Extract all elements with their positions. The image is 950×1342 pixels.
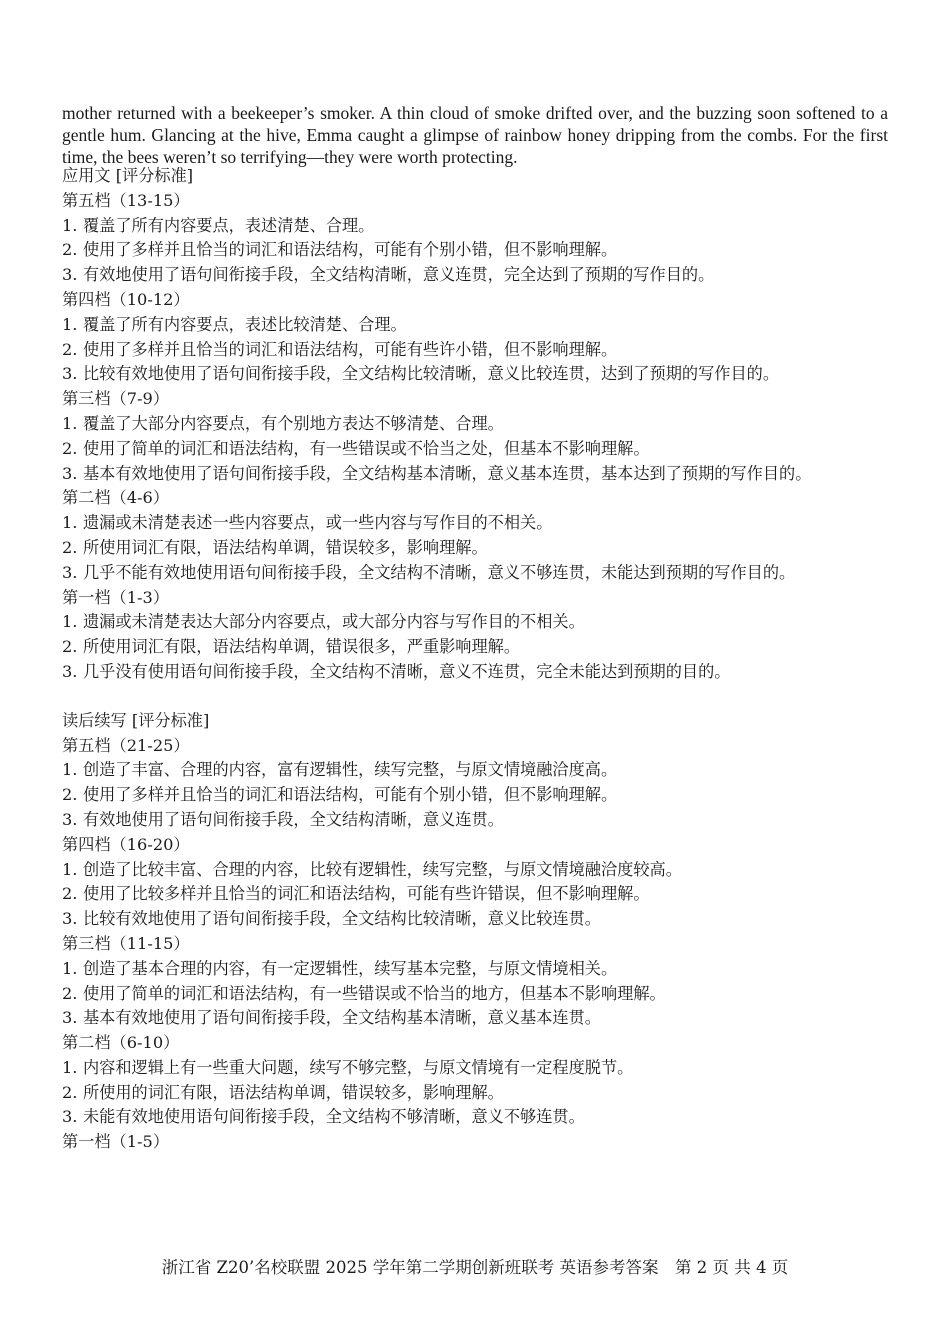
band-label: 第五档（21-25） xyxy=(62,735,190,755)
item-number: 3. xyxy=(62,463,78,483)
item-number: 1. xyxy=(62,859,78,879)
band-label: 第五档（13-15） xyxy=(62,190,190,210)
item-number: 2. xyxy=(62,537,78,557)
item-text: 创造了基本合理的内容，有一定逻辑性，续写基本完整，与原文情境相关。 xyxy=(83,958,618,978)
item-text: 遗漏或未清楚表达大部分内容要点，或大部分内容与写作目的不相关。 xyxy=(83,612,585,632)
item-text: 所使用的词汇有限，语法结构单调，错误较多，影响理解。 xyxy=(83,1082,504,1102)
item-text: 比较有效地使用了语句间衔接手段，全文结构比较清晰，意义比较连贯，达到了预期的写作目的。 xyxy=(83,364,780,384)
item-text: 覆盖了所有内容要点，表述清楚、合理。 xyxy=(83,215,375,235)
band-label: 第一档（1-3） xyxy=(62,587,170,607)
band-label: 第一档（1-5） xyxy=(62,1132,170,1152)
criteria-item xyxy=(62,808,892,833)
item-text: 遗漏或未清楚表述一些内容要点，或一些内容与写作目的不相关。 xyxy=(83,513,553,533)
criteria-item xyxy=(62,783,892,808)
page-footer: 浙江省 Z20’名校联盟 2025 学年第二学期创新班联考 英语参考答案 第 2 页 共 4 页 xyxy=(161,1258,789,1277)
criteria-item xyxy=(62,263,892,288)
criteria-item xyxy=(62,561,892,586)
item-number: 3. xyxy=(62,562,78,582)
item-text: 几乎没有使用语句间衔接手段，全文结构不清晰，意义不连贯，完全未能达到预期的目的。 xyxy=(83,661,731,681)
criteria-item xyxy=(62,1081,892,1106)
criteria-item xyxy=(62,412,892,437)
item-number: 2. xyxy=(62,339,78,359)
item-number: 3. xyxy=(62,265,78,285)
item-number: 1. xyxy=(62,215,78,235)
item-text: 覆盖了所有内容要点，表述比较清楚、合理。 xyxy=(83,314,407,334)
item-number: 2. xyxy=(62,637,78,657)
item-number: 1. xyxy=(62,612,78,632)
criteria-item xyxy=(62,338,892,363)
criteria-item xyxy=(62,957,892,982)
item-number: 3. xyxy=(62,661,78,681)
criteria-item xyxy=(62,907,892,932)
item-text: 有效地使用了语句间衔接手段，全文结构清晰，意义连贯。 xyxy=(83,809,504,829)
item-number: 1. xyxy=(62,314,78,334)
criteria-item xyxy=(62,437,892,462)
item-text: 使用了比较多样并且恰当的词汇和语法结构，可能有些许错误，但不影响理解。 xyxy=(83,884,650,904)
item-text: 比较有效地使用了语句间衔接手段，全文结构比较清晰，意义比较连贯。 xyxy=(83,909,601,929)
item-number: 2. xyxy=(62,438,78,458)
item-number: 1. xyxy=(62,513,78,533)
criteria-item xyxy=(62,660,892,685)
criteria-item xyxy=(62,511,892,536)
item-text: 使用了多样并且恰当的词汇和语法结构，可能有些许小错，但不影响理解。 xyxy=(83,339,618,359)
item-number: 3. xyxy=(62,909,78,929)
item-number: 1. xyxy=(62,760,78,780)
band-label: 第三档（11-15） xyxy=(62,933,190,953)
section-title: 应用文 [评分标准] xyxy=(62,166,194,185)
criteria-item xyxy=(62,462,892,487)
criteria-item xyxy=(62,635,892,660)
item-number: 3. xyxy=(62,364,78,384)
item-number: 2. xyxy=(62,785,78,805)
item-text: 几乎不能有效地使用语句间衔接手段，全文结构不清晰，意义不够连贯，未能达到预期的写作目的。 xyxy=(83,562,796,582)
section-title: 读后续写 [评分标准] xyxy=(62,710,210,730)
criteria-item xyxy=(62,362,892,387)
criteria-item xyxy=(62,610,892,635)
item-number: 3. xyxy=(62,1107,78,1127)
item-number: 3. xyxy=(62,1008,78,1028)
band-label: 第二档（4-6） xyxy=(62,488,170,508)
item-text: 有效地使用了语句间衔接手段，全文结构清晰，意义连贯，完全达到了预期的写作目的。 xyxy=(83,265,715,285)
item-number: 1. xyxy=(62,1057,78,1077)
item-number: 1. xyxy=(62,413,78,433)
criteria-item xyxy=(62,858,892,883)
criteria-item xyxy=(62,1056,892,1081)
item-text: 使用了简单的词汇和语法结构，有一些错误或不恰当之处，但基本不影响理解。 xyxy=(83,438,650,458)
item-text: 所使用词汇有限，语法结构单调，错误很多，严重影响理解。 xyxy=(83,637,521,657)
item-number: 2. xyxy=(62,1082,78,1102)
item-number: 1. xyxy=(62,958,78,978)
section-spacer xyxy=(62,685,892,709)
criteria-item xyxy=(62,1006,892,1031)
story-continuation-paragraph: mother returned with a beekeeper’s smoker. A thin cloud of smoke drifted over, and the buzzing soon softened to a gentle hum. Glancing at the hive, Emma caught a glimpse of rainbow honey dripping from the combs. For the first time, the bees weren’t so terrifying—they were worth protecting. xyxy=(62,103,888,167)
item-text: 基本有效地使用了语句间衔接手段，全文结构基本清晰，意义基本连贯。 xyxy=(83,1008,601,1028)
item-number: 3. xyxy=(62,809,78,829)
criteria-item xyxy=(62,214,892,239)
item-text: 创造了丰富、合理的内容，富有逻辑性，续写完整，与原文情境融洽度高。 xyxy=(83,760,618,780)
band-label: 第二档（6-10） xyxy=(62,1033,180,1053)
criteria-item xyxy=(62,313,892,338)
item-text: 使用了多样并且恰当的词汇和语法结构，可能有个别小错，但不影响理解。 xyxy=(83,785,618,805)
item-text: 所使用词汇有限，语法结构单调，错误较多，影响理解。 xyxy=(83,537,488,557)
item-text: 覆盖了大部分内容要点，有个别地方表达不够清楚、合理。 xyxy=(83,413,504,433)
criteria-item xyxy=(62,536,892,561)
criteria-item xyxy=(62,1105,892,1130)
scoring-criteria xyxy=(62,164,892,1155)
band-label: 第四档（16-20） xyxy=(62,834,190,854)
band-label: 第四档（10-12） xyxy=(62,289,190,309)
band-label: 第三档（7-9） xyxy=(62,389,170,409)
item-number: 2. xyxy=(62,884,78,904)
criteria-item xyxy=(62,238,892,263)
item-text: 基本有效地使用了语句间衔接手段，全文结构基本清晰，意义基本连贯，基本达到了预期的写作目的。 xyxy=(83,463,812,483)
criteria-item xyxy=(62,882,892,907)
criteria-item xyxy=(62,758,892,783)
item-text: 使用了简单的词汇和语法结构，有一些错误或不恰当的地方，但基本不影响理解。 xyxy=(83,983,666,1003)
criteria-item xyxy=(62,982,892,1007)
item-number: 2. xyxy=(62,983,78,1003)
item-text: 创造了比较丰富、合理的内容，比较有逻辑性，续写完整，与原文情境融洽度较高。 xyxy=(83,859,682,879)
item-text: 未能有效地使用语句间衔接手段，全文结构不够清晰，意义不够连贯。 xyxy=(83,1107,585,1127)
item-number: 2. xyxy=(62,240,78,260)
item-text: 内容和逻辑上有一些重大问题，续写不够完整，与原文情境有一定程度脱节。 xyxy=(83,1057,634,1077)
item-text: 使用了多样并且恰当的词汇和语法结构，可能有个别小错，但不影响理解。 xyxy=(83,240,618,260)
